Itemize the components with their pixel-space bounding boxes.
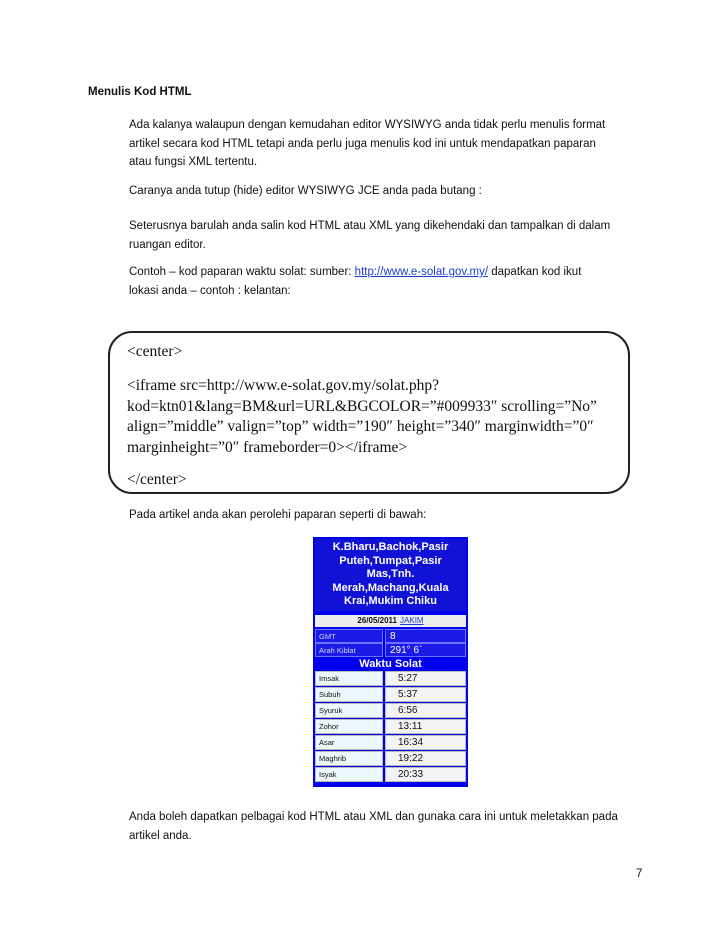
kiblat-value: 291° 6` — [385, 643, 466, 657]
gmt-label: GMT — [315, 629, 383, 643]
paragraph-line: atau fungsi XML tertentu. — [129, 156, 258, 168]
code-center-open: <center> — [127, 343, 183, 360]
prayer-row — [315, 671, 466, 686]
prayer-row — [315, 735, 466, 750]
page-number: 7 — [636, 868, 643, 880]
widget-title: Waktu Solat — [315, 657, 466, 671]
jakim-link[interactable]: JAKIM — [400, 616, 424, 625]
paragraph-line: artikel anda. — [129, 829, 192, 842]
widget-date: 26/05/2011 — [357, 616, 398, 625]
code-line: kod=ktn01&lang=BM&url=URL&BGCOLOR=”#009933″ scrolling=”No” — [127, 397, 597, 415]
prayer-time: 20:33 — [385, 767, 466, 782]
kiblat-label: Arah Kiblat — [315, 643, 383, 657]
paragraph-line: Ada kalanya walaupun dengan kemudahan editor WYSIWYG anda tidak perlu menulis format — [129, 119, 606, 131]
prayer-time: 16:34 — [385, 735, 466, 750]
paragraph-paste-code — [129, 217, 644, 254]
paragraph-closing — [129, 808, 644, 845]
prayer-time: 5:37 — [385, 687, 466, 702]
example-text-after: dapatkan kod ikut — [488, 266, 582, 278]
example-text: Contoh – kod paparan waktu solat: sumber: — [129, 266, 355, 278]
paragraph-line: artikel secara kod HTML tetapi anda perlu juga menulis kod ini untuk mendapatkan paparan — [129, 137, 596, 150]
paragraph-example — [129, 263, 644, 300]
prayer-row — [315, 767, 466, 782]
prayer-name: Subuh — [315, 687, 383, 702]
prayer-row — [315, 687, 466, 702]
code-center-close: </center> — [127, 471, 187, 488]
prayer-time: 6:56 — [385, 703, 466, 718]
code-line: align=”middle” valign=”top” width=”190″ height=”340″ marginwidth=”0″ — [127, 418, 594, 435]
prayer-row — [315, 751, 466, 766]
section-heading: Menulis Kod HTML — [88, 86, 192, 98]
widget-location: K.Bharu,Bachok,Pasir Puteh,Tumpat,Pasir Mas,Tnh. Merah,Machang,Kuala Krai,Mukim Chiku — [315, 539, 466, 611]
gmt-value: 8 — [385, 629, 466, 643]
prayer-row — [315, 719, 466, 734]
paragraph-intro — [129, 116, 644, 172]
paragraph-line — [129, 263, 644, 282]
paragraph-result: Pada artikel anda akan perolehi paparan seperti di bawah: — [129, 509, 427, 521]
prayer-name: Maghrib — [315, 751, 383, 766]
prayer-name: Zohor — [315, 719, 383, 734]
paragraph-line: Seterusnya barulah anda salin kod HTML atau XML yang dikehendaki dan tampalkan di dalam — [129, 220, 611, 232]
prayer-time-widget — [313, 537, 468, 787]
prayer-row — [315, 703, 466, 718]
prayer-time: 5:27 — [385, 671, 466, 686]
paragraph-line: Anda boleh dapatkan pelbagai kod HTML atau XML dan gunaka cara ini untuk meletakkan pada — [129, 811, 618, 823]
paragraph-line: ruangan editor. — [129, 238, 206, 251]
code-line: marginheight=”0″ frameborder=0></iframe> — [127, 438, 408, 456]
prayer-name: Imsak — [315, 671, 383, 686]
paragraph-hide-editor: Caranya anda tutup (hide) editor WYSIWYG JCE anda pada butang : — [129, 185, 482, 197]
prayer-name: Syuruk — [315, 703, 383, 718]
paragraph-line: lokasi anda – contoh : kelantan: — [129, 284, 291, 297]
code-line: <iframe src=http://www.e-solat.gov.my/solat.php? — [127, 377, 440, 394]
prayer-name: Isyak — [315, 767, 383, 782]
prayer-time: 19:22 — [385, 751, 466, 766]
esolat-link[interactable]: http://www.e-solat.gov.my/ — [354, 266, 489, 278]
prayer-name: Asar — [315, 735, 383, 750]
widget-gmt-row — [315, 629, 466, 643]
code-iframe — [127, 376, 627, 458]
widget-date-row — [315, 615, 466, 627]
widget-kiblat-row — [315, 643, 466, 657]
prayer-time: 13:11 — [385, 719, 466, 734]
